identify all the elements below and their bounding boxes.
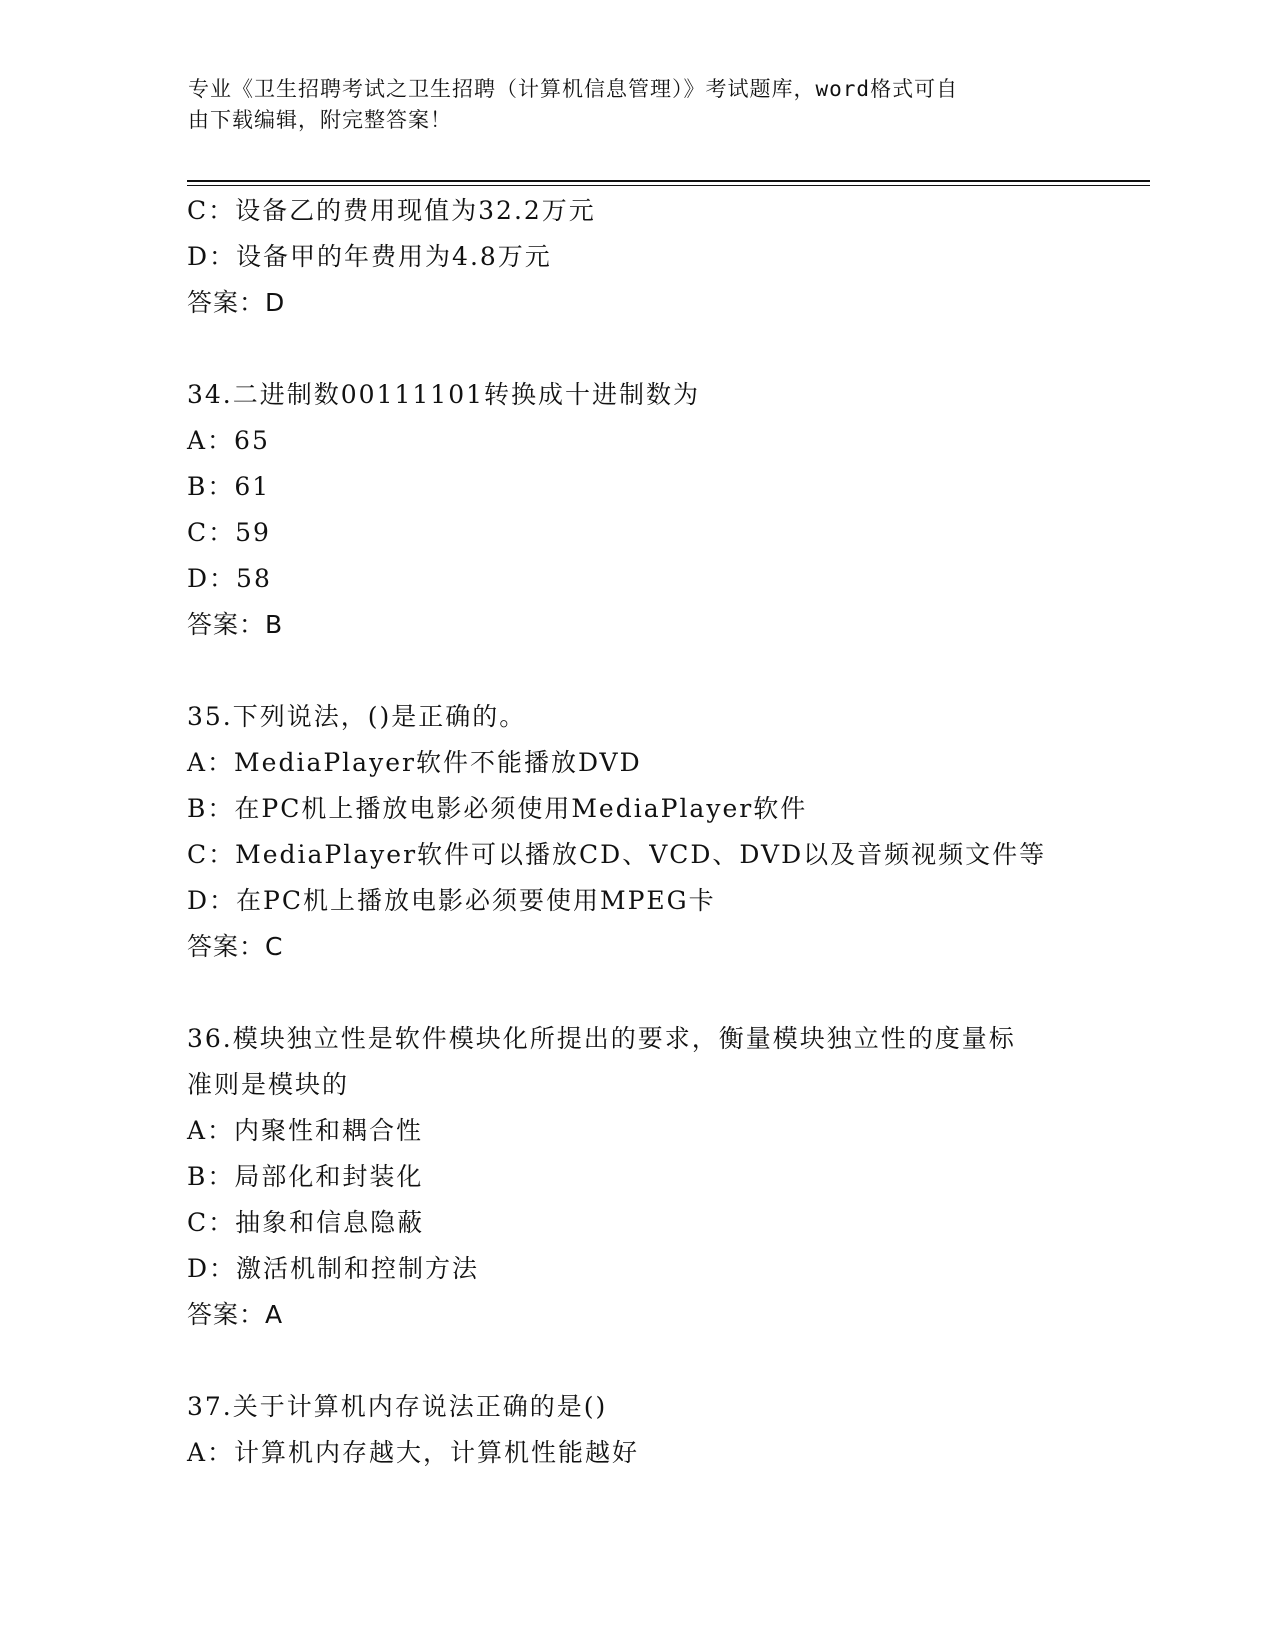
option-b: B：61 xyxy=(187,472,271,501)
document-header xyxy=(188,74,1088,136)
spacer xyxy=(187,326,1107,372)
option-a: A：MediaPlayer软件不能播放DVD xyxy=(187,748,642,777)
option-c: C：59 xyxy=(187,518,271,547)
question-stem: 35.下列说法，()是正确的。 xyxy=(187,702,527,731)
option-b: B：局部化和封装化 xyxy=(187,1162,424,1191)
option-a: A：65 xyxy=(187,426,270,455)
spacer xyxy=(187,1338,1107,1384)
spacer xyxy=(187,648,1107,694)
option-d: D：激活机制和控制方法 xyxy=(187,1254,480,1283)
option-a: A：计算机内存越大，计算机性能越好 xyxy=(187,1438,640,1467)
question-list xyxy=(187,188,1107,1476)
question-34 xyxy=(187,372,1107,648)
answer-text: 答案：B xyxy=(187,610,284,639)
question-36 xyxy=(187,1016,1107,1338)
spacer xyxy=(187,970,1107,1016)
header-line-1: 专业《卫生招聘考试之卫生招聘（计算机信息管理）》考试题库，word格式可自 xyxy=(188,77,959,101)
option-c: C：设备乙的费用现值为32.2万元 xyxy=(187,196,596,225)
header-divider-thin xyxy=(187,185,1150,186)
question-stem: 34.二进制数00111101转换成十进制数为 xyxy=(187,380,701,409)
question-33-continued xyxy=(187,188,1107,326)
question-stem-line-2: 准则是模块的 xyxy=(187,1070,350,1099)
answer-text: 答案：C xyxy=(187,932,284,961)
answer-text: 答案：A xyxy=(187,1300,284,1329)
header-line-2: 由下载编辑，附完整答案！ xyxy=(188,108,452,132)
option-d: D：在PC机上播放电影必须要使用MPEG卡 xyxy=(187,886,716,915)
question-stem: 37.关于计算机内存说法正确的是() xyxy=(187,1392,608,1421)
option-b: B：在PC机上播放电影必须使用MediaPlayer软件 xyxy=(187,794,808,823)
question-35 xyxy=(187,694,1107,970)
option-c: C：MediaPlayer软件可以播放CD、VCD、DVD以及音频视频文件等 xyxy=(187,840,1047,869)
question-37 xyxy=(187,1384,1107,1476)
header-divider-thick xyxy=(187,180,1150,182)
option-a: A：内聚性和耦合性 xyxy=(187,1116,424,1145)
option-c: C：抽象和信息隐蔽 xyxy=(187,1208,425,1237)
question-stem-line-1: 36.模块独立性是软件模块化所提出的要求，衡量模块独立性的度量标 xyxy=(187,1024,1016,1053)
option-d: D：设备甲的年费用为4.8万元 xyxy=(187,242,552,271)
answer-text: 答案：D xyxy=(187,288,286,317)
option-d: D：58 xyxy=(187,564,272,593)
